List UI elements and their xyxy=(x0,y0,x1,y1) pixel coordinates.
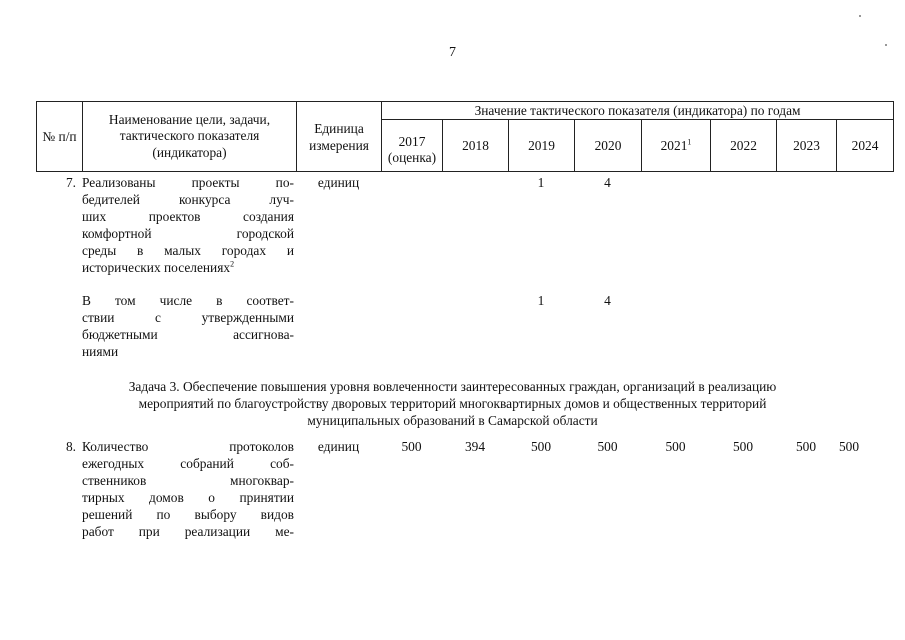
page-number: 7 xyxy=(449,45,456,60)
header-year: 2019 xyxy=(509,120,575,172)
row-name xyxy=(82,292,296,360)
row-unit: единиц xyxy=(317,439,360,454)
row-name-line: комфортной городской xyxy=(82,226,294,241)
header-year: 2023 xyxy=(777,120,837,172)
header-name: Наименование цели, задачи, тактического показателя (индикатора) xyxy=(83,102,297,172)
cell-value: 500 xyxy=(401,439,422,454)
task-heading-line: Задача 3. Обеспечение повышения уровня вовлеченности заинтересованных граждан, организаций в реализацию xyxy=(128,379,777,394)
row-name xyxy=(82,438,296,540)
row-name-line: В том числе в соответ- xyxy=(82,293,294,308)
cell-value: 500 xyxy=(732,439,754,454)
row-name-line: ствии с утвержденными xyxy=(82,310,294,325)
row-name-line: ственников многоквар- xyxy=(82,473,294,488)
row-name-line: работ при реализации ме- xyxy=(82,524,294,539)
cell-value: 500 xyxy=(838,439,860,454)
row-name-line: ежегодных собраний соб- xyxy=(82,456,294,471)
cell-value: 1 xyxy=(537,175,545,190)
task-heading-line: мероприятий по благоустройству дворовых территорий многоквартирных домов и общественных территорий xyxy=(138,396,767,411)
cell-value: 4 xyxy=(604,293,611,308)
row-name-line: бюджетными ассигнова- xyxy=(82,327,294,342)
cell-value: 4 xyxy=(604,175,611,190)
row-name-line: бедителей конкурса луч- xyxy=(82,192,294,207)
header-year: 2020 xyxy=(575,120,642,172)
row-name-line: ших проектов создания xyxy=(82,209,294,224)
header-year-text: 2021 xyxy=(660,138,688,153)
header-values: Значение тактического показателя (индикатора) по годам xyxy=(382,102,894,120)
scan-speck xyxy=(885,44,887,46)
cell-value: 500 xyxy=(530,439,552,454)
header-unit: Единица измерения xyxy=(297,102,382,172)
row-name-line: тирных домов о принятии xyxy=(82,490,294,505)
task-heading xyxy=(60,378,845,429)
header-year: 2018 xyxy=(443,120,509,172)
row-name-text: исторических поселениях xyxy=(82,260,231,275)
row-unit: единиц xyxy=(317,175,360,190)
header-year-2021 xyxy=(642,120,711,172)
row-name xyxy=(82,174,296,276)
cell-value: 394 xyxy=(464,439,486,454)
row-name-line: ниями xyxy=(82,344,119,359)
row-name-line: Реализованы проекты по- xyxy=(82,175,294,190)
header-year: 2024 xyxy=(837,120,894,172)
row-name-line: решений по выбору видов xyxy=(82,507,294,522)
header-year: 2022 xyxy=(711,120,777,172)
row-number: 7. xyxy=(65,175,76,190)
header-year: 2017 (оценка) xyxy=(382,120,443,172)
cell-value: 500 xyxy=(665,439,686,454)
row-name-line: Количество протоколов xyxy=(82,439,294,454)
row-name-line-last xyxy=(82,259,294,276)
cell-value: 1 xyxy=(537,293,545,308)
footnote-marker: 1 xyxy=(687,137,692,147)
cell-value: 500 xyxy=(795,439,817,454)
task-heading-line: муниципальных образований в Самарской области xyxy=(307,413,598,428)
row-number: 8. xyxy=(65,439,76,454)
indicator-table-header xyxy=(36,101,894,172)
header-num: № п/п xyxy=(37,102,83,172)
row-name-line: среды в малых городах и xyxy=(82,243,294,258)
footnote-marker: 2 xyxy=(230,259,235,269)
scan-speck xyxy=(859,15,861,17)
cell-value: 500 xyxy=(597,439,618,454)
